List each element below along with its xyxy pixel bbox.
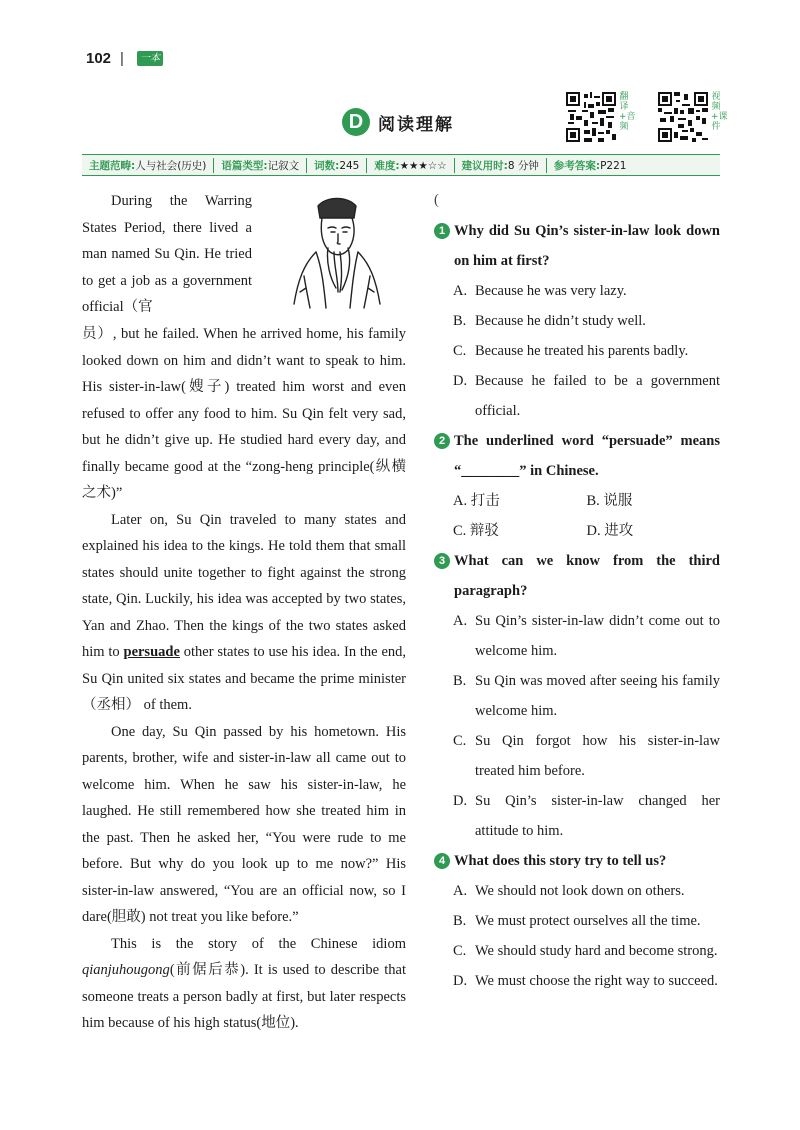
option-3b[interactable]: B. Su Qin was moved after seeing his family welcome him.: [453, 673, 720, 719]
info-word-count: 词数:245: [307, 158, 367, 173]
question-4: [434, 846, 720, 876]
brand-logo: 一本: [137, 51, 163, 66]
passage-paragraph-1-wrapped: During the Warring States Period, there lived a man named Su Qin. He tried to get a job as a government official（官: [82, 193, 252, 315]
passage-info-bar: [82, 154, 720, 176]
question-text: Why did Su Qin’s sister-in-law look down on him at first?: [454, 223, 720, 269]
question-number-badge: 3: [434, 553, 450, 569]
qr-label-video-courseware: 视频+课件: [711, 92, 728, 132]
option-4c[interactable]: C. We should study hard and become strong.: [453, 943, 718, 959]
passage-paragraph-2: Later on, Su Qin traveled to many states and explained his idea to the kings. He told them that small states should unite together to fight against the strong state, Qin. Luckily, his idea was accepted by two states, Yan and Zhao. Then the kings of the two states asked him to persuade other states to use his idea. In the end, Su Qin united six states and became the prime minister（丞相） of them.: [82, 511, 406, 713]
info-suggested-time: 建议用时:8 分钟: [455, 158, 547, 173]
question-2: [434, 426, 720, 486]
option-2a[interactable]: A. 打击: [453, 493, 500, 509]
passage-body: [82, 321, 406, 1037]
options-row-2cd: [434, 516, 720, 546]
option-4a[interactable]: A. We should not look down on others.: [453, 883, 685, 899]
question-number-badge: 1: [434, 223, 450, 239]
info-answer-key: 参考答案:P221: [553, 159, 627, 172]
passage-paragraph-3: One day, Su Qin passed by his hometown. His parents, brother, wife and sister-in-law all came out to welcome him. When he saw his sister-in-law, he laughed. He still remembered how she treated him in the past. Then he asked her, “You were rude to me before. But why do you look up to me now?” His sister-in-law answered, “You are an official now, so I dare(胆敢) not treat you like before.”: [82, 723, 406, 925]
info-genre: 语篇类型:记叙文: [214, 158, 307, 173]
qr-label-translation-audio: 翻译+音频: [619, 92, 636, 132]
options-row-2ab: [434, 486, 720, 516]
page-number: 102: [86, 50, 112, 67]
option-2b[interactable]: B. 说服: [586, 493, 633, 509]
option-3d[interactable]: D. Su Qin’s sister-in-law changed her attitude to him.: [453, 793, 720, 839]
option-1b[interactable]: B. Because he didn’t study well.: [453, 313, 646, 329]
idiom-pinyin: qianjuhougong: [82, 962, 170, 978]
option-1c[interactable]: C. Because he treated his parents badly.: [453, 343, 689, 359]
option-4d[interactable]: D. We must choose the right way to succeed.: [453, 973, 718, 989]
section-title: 阅读理解: [378, 115, 454, 135]
question-number-badge: 2: [434, 433, 450, 449]
question-3: [434, 546, 720, 606]
header-separator: |: [120, 50, 124, 67]
question-number-badge: 4: [434, 853, 450, 869]
qr-code-translation-audio[interactable]: [566, 92, 616, 142]
option-2c[interactable]: C. 辩驳: [453, 523, 499, 539]
answer-paren: (: [434, 192, 439, 208]
info-difficulty: 难度:★★★☆☆: [367, 158, 454, 173]
passage-paragraph-1-rest: 员）, but he failed. When he arrived home, his family looked down on him and didn’t want to speak to him. His sister-in-law(嫂子) treated him worst and even refused to offer any food to him. Su Qin felt very sad, but he didn’t give up. He studied hard every day, and finally became good at the “zong-heng principle(纵横之术)”: [82, 326, 406, 501]
info-topic: 主题范畴:人与社会(历史): [82, 158, 214, 173]
questions-column: [434, 190, 720, 996]
question-text: The underlined word “persuade” means “________” in Chinese.: [454, 433, 720, 479]
qr-code-video-courseware[interactable]: [658, 92, 708, 142]
option-1d[interactable]: D. Because he failed to be a government official.: [453, 373, 720, 419]
underlined-word-persuade: persuade: [123, 644, 180, 660]
passage-paragraph-4: This is the story of the Chinese idiom qianjuhougong(前倨后恭). It is used to describe that someone treats a person badly at first, but later respects him because of his high status(地位).: [82, 935, 406, 1031]
option-3a[interactable]: A. Su Qin’s sister-in-law didn’t come out to welcome him.: [453, 613, 720, 659]
question-1: [434, 216, 720, 276]
option-1a[interactable]: A. Because he was very lazy.: [453, 283, 627, 299]
option-2d[interactable]: D. 进攻: [586, 523, 634, 539]
question-text: What can we know from the third paragraph?: [454, 553, 720, 599]
su-qin-portrait-illustration: [276, 192, 396, 310]
section-logo-icon: D: [342, 108, 370, 136]
option-3c[interactable]: C. Su Qin forgot how his sister-in-law treated him before.: [453, 733, 720, 779]
question-text: What does this story try to tell us?: [454, 853, 667, 869]
option-4b[interactable]: B. We must protect ourselves all the time.: [453, 913, 701, 929]
